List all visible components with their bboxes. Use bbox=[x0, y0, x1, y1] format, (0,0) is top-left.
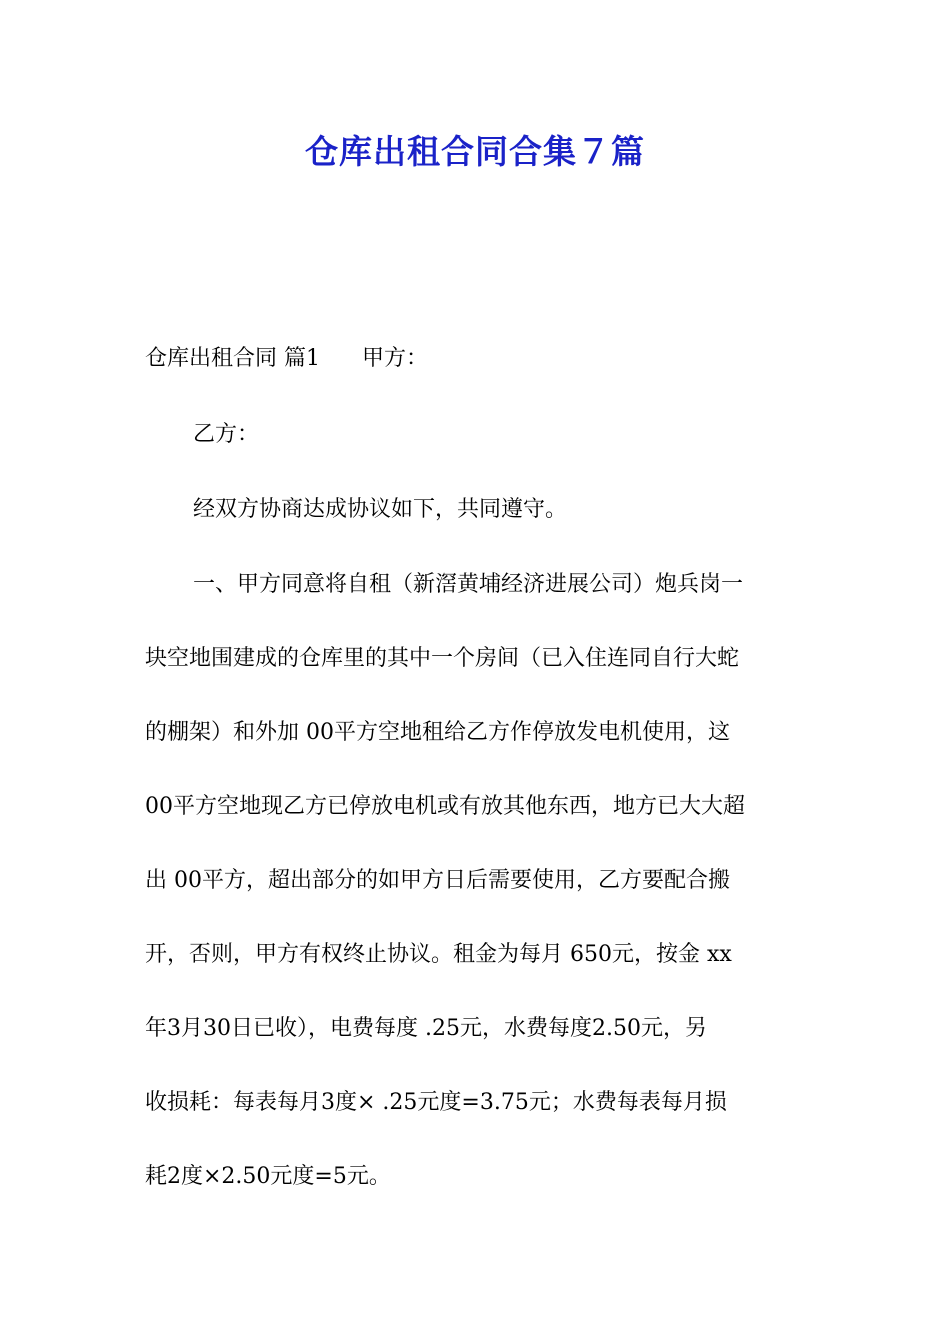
clause-line: 出 00平方，超出部分的如甲方日后需要使用，乙方要配合搬 bbox=[145, 868, 730, 893]
clause-line: 的棚架）和外加 00平方空地租给乙方作停放发电机使用，这 bbox=[145, 720, 730, 745]
section-title: 仓库出租合同 篇1 bbox=[145, 346, 320, 371]
clause-line: 块空地围建成的仓库里的其中一个房间（已入住连同自行大蛇 bbox=[145, 646, 740, 671]
clause-line: 收损耗：每表每月3度× .25元度=3.75元；水费每表每月损 bbox=[145, 1090, 727, 1115]
clause-line: 开，否则，甲方有权终止协议。租金为每月 650元，按金 xx bbox=[145, 942, 732, 967]
clause-line: 一、甲方同意将自租（新滘黄埔经济进展公司）炮兵岗一 bbox=[193, 572, 744, 597]
document-title: 仓库出租合同合集７篇 bbox=[305, 132, 645, 171]
clause-line: 耗2度×2.50元度=5元。 bbox=[145, 1164, 391, 1189]
section-heading-line bbox=[145, 340, 825, 378]
party-b-label: 乙方： bbox=[193, 422, 260, 447]
intro-paragraph: 经双方协商达成协议如下，共同遵守。 bbox=[193, 497, 568, 522]
party-a-label: 甲方： bbox=[362, 346, 429, 371]
clause-line: 年3月30日已收），电费每度 .25元，水费每度2.50元，另 bbox=[145, 1016, 707, 1041]
clause-line: 00平方空地现乙方已停放电机或有放其他东西，地方已大大超 bbox=[145, 794, 745, 819]
clause-one-paragraph bbox=[145, 566, 813, 1232]
